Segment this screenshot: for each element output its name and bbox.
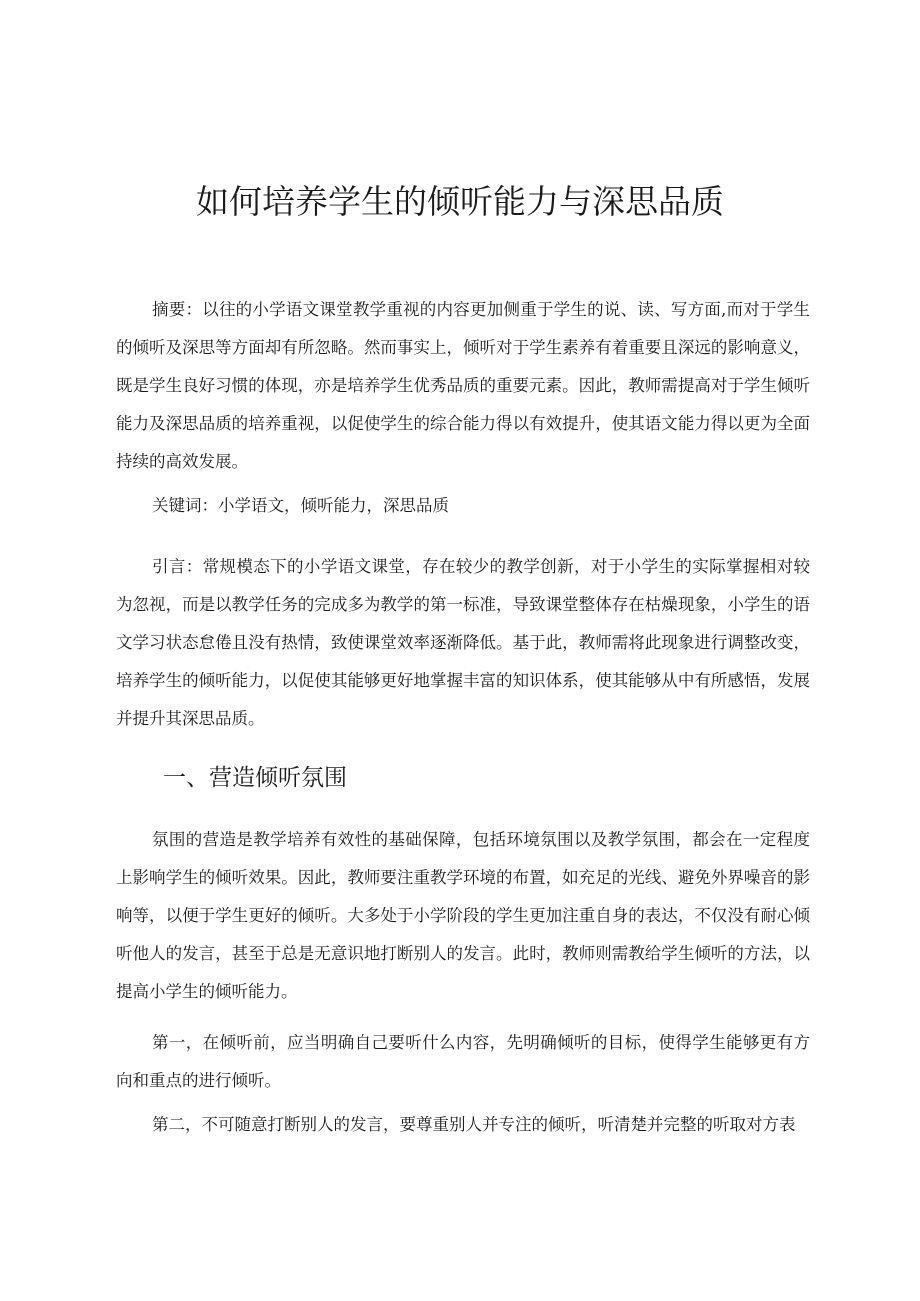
section1-paragraph: 氛围的营造是教学培养有效性的基础保障，包括环境氛围以及教学氛围，都会在一定程度上影响学生的倾听效果。因此，教师要注重教学环境的布置，如充足的光线、避免外界噪音的影响等，以便于学生更好的倾听。大多处于小学阶段的学生更加注重自身的表达，不仅没有耐心倾听他人的发言，甚至于总是无意识地打断别人的发言。此时，教师则需教给学生倾听的方法，以提高小学生的倾听能力。 [116,830,810,1001]
point-first-paragraph: 第一，在倾听前，应当明确自己要听什么内容，先明确倾听的目标，使得学生能够更有方向和重点的进行倾听。 [116,1033,810,1090]
abstract-paragraph: 摘要：以往的小学语文课堂教学重视的内容更加侧重于学生的说、读、写方面,而对于学生的倾听及深思等方面却有所忽略。然而事实上，倾听对于学生素养有着重要且深远的影响意义，既是学生良好习惯的体现，亦是培养学生优秀品质的重要元素。因此，教师需提高对于学生倾听能力及深思品质的培养重视，以促使学生的综合能力得以有效提升，使其语文能力得以更为全面持续的高效发展。 [116,300,810,471]
point-second-paragraph: 第二，不可随意打断别人的发言，要尊重别人并专注的倾听，听清楚并完整的听取对方表 [152,1115,796,1134]
section-heading-1: 一、营造倾听氛围 [163,765,347,791]
keywords-paragraph: 关键词：小学语文，倾听能力，深思品质 [152,496,449,515]
introduction-paragraph: 引言：常规模态下的小学语文课堂，存在较少的教学创新，对于小学生的实际掌握相对较为忽视，而是以教学任务的完成多为教学的第一标准，导致课堂整体存在枯燥现象，小学生的语文学习状态怠倦且没有热情，致使课堂效率逐渐降低。基于此，教师需将此现象进行调整改变，培养学生的倾听能力，以促使其能够更好地掌握丰富的知识体系，使其能够从中有所感悟，发展并提升其深思品质。 [116,557,810,728]
document-title: 如何培养学生的倾听能力与深思品质 [196,182,724,222]
